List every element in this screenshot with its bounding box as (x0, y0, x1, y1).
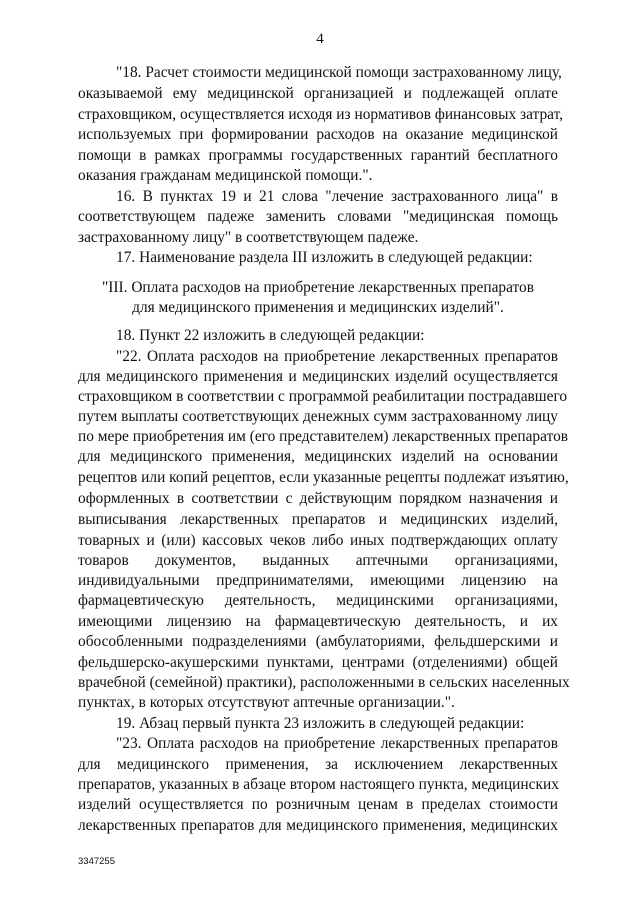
text-line: 16. В пунктах 19 и 21 слова "лечение застрахованного лица" в (116, 188, 558, 205)
text-line: для медицинского применения, медицинских изделий на основании (78, 448, 558, 465)
text-line: 19. Абзац первый пункта 23 изложить в следующей редакции: (116, 715, 525, 732)
text-line: "22. Оплата расходов на приобретение лекарственных препаратов (116, 348, 558, 365)
text-line: используемых при формировании расходов на оказание медицинской (78, 126, 558, 143)
text-line: 18. Пункт 22 изложить в следующей редакции: (116, 327, 425, 344)
text-line: пунктах, в которых отсутствуют аптечные организации.". (78, 694, 455, 711)
text-line: застрахованному лицу" в соответствующем падеже. (78, 229, 419, 246)
text-line: страховщиком в соответствии с программой реабилитации пострадавшего (78, 388, 568, 405)
text-line: фельдшерско-акушерскими пунктами, центрами (отделениями) общей (78, 654, 558, 671)
text-line: для медицинского применения и медицинских изделий". (132, 299, 504, 316)
text-line: по мере приобретения им (его представителем) лекарственных препаратов (78, 428, 569, 445)
text-line: выписывания лекарственных препаратов и медицинских изделий, (78, 511, 558, 528)
text-line: 17. Наименование раздела III изложить в следующей редакции: (116, 249, 533, 266)
text-line: помощи в рамках программы государственных гарантий бесплатного (78, 147, 558, 164)
footer-code: 3347255 (78, 856, 115, 867)
text-line: оказываемой ему медицинской организацией и подлежащей оплате (78, 85, 558, 102)
text-line: путем выплаты соответствующих денежных сумм застрахованному лицу (78, 408, 558, 425)
text-line: "18. Расчет стоимости медицинской помощи застрахованному лицу, (116, 64, 562, 81)
text-line: препаратов, указанных в абзаце втором настоящего пункта, медицинских (78, 776, 559, 793)
text-line: для медицинского применения, за исключением лекарственных (78, 756, 558, 773)
text-line: рецептов или копий рецептов, если указанные рецепты подлежат изъятию, (78, 469, 569, 486)
text-line: лекарственных препаратов для медицинского применения, медицинских (78, 817, 558, 834)
text-line: товарных и (или) кассовых чеков либо иных подтверждающих оплату (78, 532, 558, 549)
text-line: товаров документов, выданных аптечными организациями, (78, 552, 558, 569)
text-line: изделий осуществляется по розничным ценам в пределах стоимости (78, 796, 558, 813)
text-line: врачебной (семейной) практики), расположенными в сельских населенных (78, 674, 570, 691)
text-line: фармацевтическую деятельность, медицинскими организациями, (78, 592, 558, 609)
text-line: "23. Оплата расходов на приобретение лекарственных препаратов (116, 735, 558, 752)
text-line: имеющими лицензию на фармацевтическую деятельность, и их (78, 613, 558, 630)
text-line: индивидуальными предпринимателями, имеющими лицензию на (78, 572, 558, 589)
text-line: оформленных в соответствии с действующим порядком назначения и (78, 490, 558, 507)
text-line: соответствующем падеже заменить словами "медицинская помощь (78, 208, 558, 225)
text-line: обособленными подразделениями (амбулаториями, фельдшерскими и (78, 633, 558, 650)
page-number: 4 (316, 31, 324, 47)
text-line: страховщиком, осуществляется исходя из нормативов финансовых затрат, (78, 106, 564, 123)
text-line: оказания гражданам медицинской помощи.". (78, 167, 373, 184)
text-line: для медицинского применения и медицинских изделий осуществляется (78, 368, 558, 385)
text-line: "III. Оплата расходов на приобретение лекарственных препаратов (101, 279, 535, 296)
